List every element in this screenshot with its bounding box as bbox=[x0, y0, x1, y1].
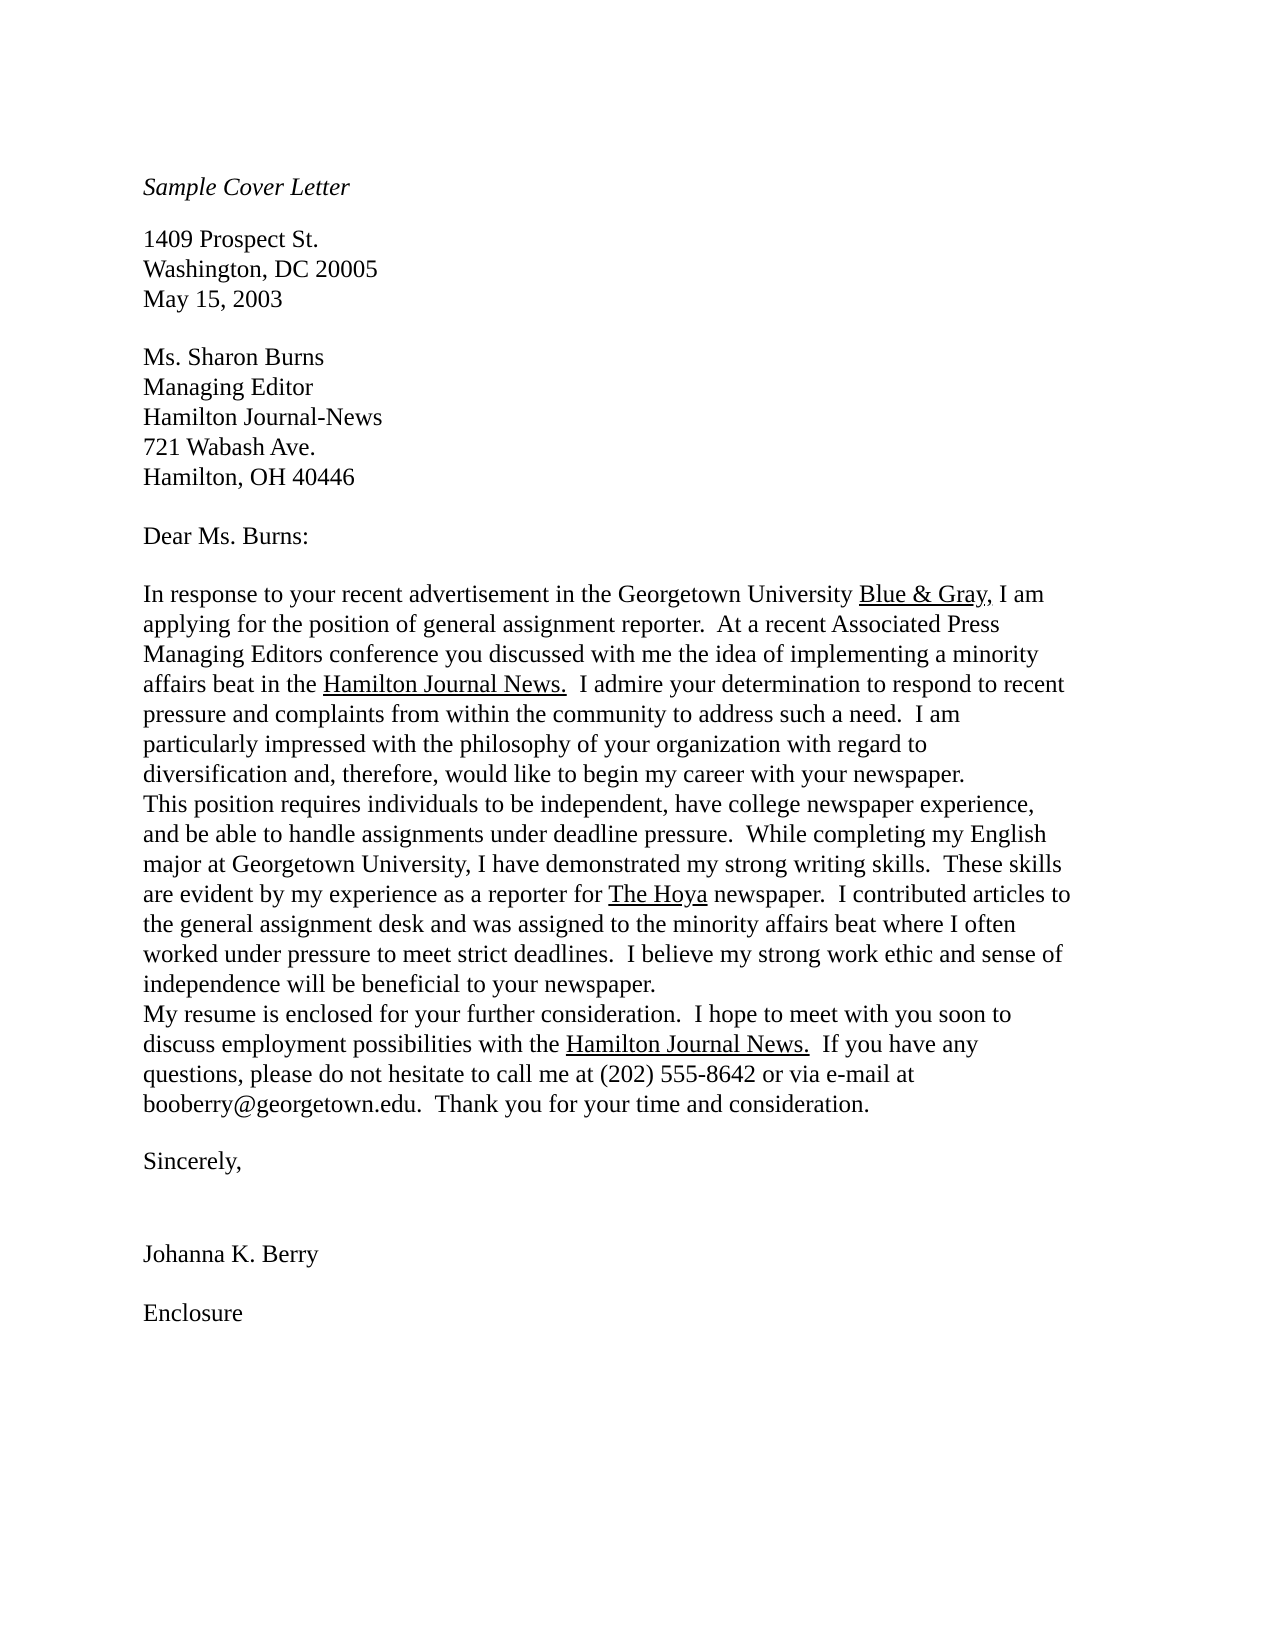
recipient-address-line: Ms. Sharon Burns bbox=[143, 344, 325, 371]
sender-address-line: Washington, DC 20005 bbox=[143, 256, 378, 283]
underlined-text: Hamilton Journal News. bbox=[565, 1031, 810, 1058]
sender-address-block bbox=[143, 225, 1075, 315]
letter-paragraph bbox=[143, 1000, 1075, 1120]
underlined-text: The Hoya bbox=[608, 881, 708, 908]
signature-name: Johanna K. Berry bbox=[143, 1241, 319, 1268]
underlined-text: Hamilton Journal News. bbox=[323, 671, 567, 698]
paragraph-text: I am applying for the position of general assignment reporter. At a recent Associated Press Managing Editors conference you discussed with me the idea of implementing a minority affairs beat in the bbox=[143, 581, 1051, 698]
recipient-address-line: Hamilton Journal-News bbox=[143, 404, 383, 431]
recipient-address-line: 721 Wabash Ave. bbox=[143, 434, 316, 461]
paragraph-text: newspaper. I contributed articles to the general assignment desk and was assigned to the minority affairs beat where I often worked under pressure to meet strict deadlines. I believe my strong work ethic and sense of independence will be beneficial to your newspaper. bbox=[143, 881, 1077, 998]
letter-title: Sample Cover Letter bbox=[143, 174, 350, 201]
recipient-address-block bbox=[143, 343, 1075, 493]
closing-phrase: Sincerely, bbox=[143, 1148, 243, 1175]
paragraph-text: If you have any questions, please do not hesitate to call me at (202) 555-8642 or via e-mail at booberry@georgetown.edu. Thank you for your time and consideration. bbox=[143, 1031, 985, 1118]
paragraph-text: In response to your recent advertisement in the Georgetown University bbox=[143, 581, 860, 608]
underlined-text: Blue & Gray, bbox=[859, 581, 993, 608]
paragraph-text: I admire your determination to respond to recent pressure and complaints from within the community to address such a need. I am particularly impressed with the philosophy of your organization with regard to diversification and, therefore, would like to begin my career with your newspaper. bbox=[143, 671, 1071, 788]
paragraph-text: This position requires individuals to be independent, have college newspaper experience, and be able to handle assignments under deadline pressure. While completing my English major at Georgetown University, I have demonstrated my strong writing skills. These skills are evident by my experience as a reporter for bbox=[143, 791, 1069, 908]
recipient-address-line: Managing Editor bbox=[143, 374, 314, 401]
recipient-address-line: Hamilton, OH 40446 bbox=[143, 464, 355, 491]
letter-paragraph bbox=[143, 580, 1075, 790]
enclosure-label: Enclosure bbox=[143, 1300, 243, 1327]
letter-paragraph bbox=[143, 790, 1075, 1000]
sender-address-line: May 15, 2003 bbox=[143, 286, 283, 313]
paragraph-text: My resume is enclosed for your further consideration. I hope to meet with you soon to discuss employment possibilities with the bbox=[143, 1001, 1018, 1058]
letter-body bbox=[143, 580, 1075, 1120]
salutation: Dear Ms. Burns: bbox=[143, 523, 309, 550]
sender-address-line: 1409 Prospect St. bbox=[143, 226, 319, 253]
